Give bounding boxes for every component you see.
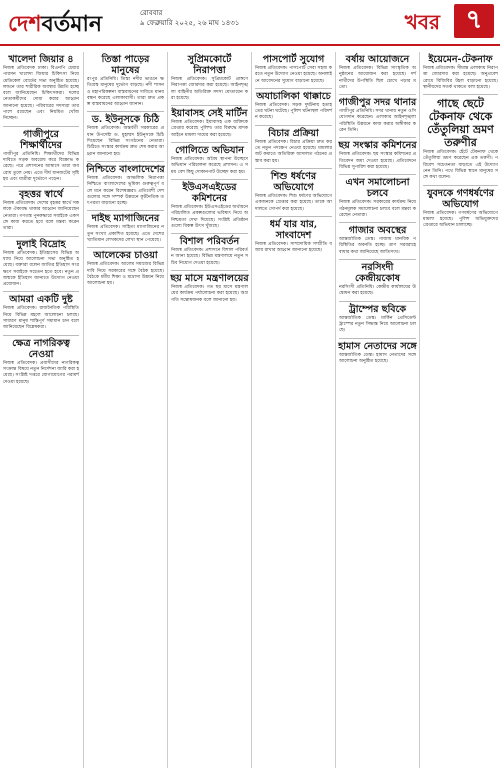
- news-story: [84, 213, 167, 244]
- news-story: [420, 97, 500, 181]
- news-story: [0, 294, 82, 331]
- story-body: নিজস্ব প্রতিবেদক। বিভিন্ন সাংস্কৃতিক অনুষ্ঠানের আয়োজন করা হয়েছে। দর্শনার্থীদের উপস্থিতি ছিল চোখে পড়ার মতো।: [339, 66, 416, 90]
- story-body: নিজস্ব প্রতিবেদক। শিশু ধর্ষণের অভিযোগে একজনকে গ্রেপ্তার করা হয়েছে। তাকে আদালতে সোপর্দ করা হয়েছে।: [255, 193, 332, 212]
- column-4: [251, 52, 335, 768]
- story-divider: [423, 185, 498, 186]
- story-divider: [339, 259, 416, 260]
- story-body: নিজস্ব প্রতিবেদক। অন্তর্বর্তী সরকারের প্রধান উপদেষ্টা ড. মুহাম্মদ ইউনূসকে চিঠি দিয়েছেন বিভিন্ন সংগঠনের নেতারা। চিঠিতে সংস্কার কার্যক্রম দ্রুত শেষ করার আহ্বান জানানো হয়।: [87, 126, 164, 157]
- news-story: [168, 182, 251, 230]
- story-headline[interactable]: গাজীপুর সদর থানার: [338, 97, 417, 109]
- news-story: [252, 91, 335, 122]
- story-body: নিজস্ব প্রতিবেদক। পাসপোর্ট সেবা সহজ করতে নতুন উদ্যোগ নেওয়া হয়েছে। অনলাইনে আবেদনের সুযোগ বাড়ানো হয়েছে।: [255, 66, 332, 84]
- story-divider: [3, 291, 79, 292]
- story-body: আন্তর্জাতিক ডেস্ক। মার্কিন প্রেসিডেন্ট ট্রাম্পের নতুন সিদ্ধান্ত নিয়ে আলোচনা চলছে।: [339, 315, 416, 334]
- story-body: নিজস্ব প্রতিবেদক। ইয়াবাসহ এক ব্যক্তিকে গ্রেপ্তার করেছে পুলিশ। তার বিরুদ্ধে মাদক আইনে মামলা দায়ের করা হয়েছে।: [171, 120, 248, 138]
- story-divider: [339, 94, 416, 95]
- news-story: [336, 341, 419, 366]
- story-headline[interactable]: ধর্ম যার যার, সাংবাদেশ: [269, 218, 318, 241]
- story-headline[interactable]: অযাচালিকা থাক্কাচে: [256, 90, 331, 102]
- news-story: [420, 188, 500, 230]
- story-divider: [3, 236, 79, 237]
- story-divider: [339, 137, 416, 138]
- date-label: ৯ ফেব্রুয়ারি ২০২৫, ২৬ মাঘ ১৪৩১: [140, 19, 240, 27]
- story-headline[interactable]: গোলিতে অভিযান: [175, 145, 244, 157]
- news-story: [336, 97, 419, 134]
- story-body: গাজীপুর প্রতিনিধি। সদর থানায় নতুন ওসি যোগদান করেছেন। এলাকার আইনশৃঙ্খলা পরিস্থিতি উন্নয়নে কাজ করার অঙ্গীকার করেন তিনি।: [339, 109, 416, 134]
- story-divider: [87, 161, 164, 162]
- story-headline[interactable]: গাজীপুরে শিক্ষার্থীদের: [20, 128, 62, 151]
- story-body: নিজস্ব প্রতিবেদক। সীমান্ত এলাকায় নিরাপত্তা জোরদার করা হয়েছে। অনুপ্রবেশ রোধে বিজিবির টহল বাড়ানো হয়েছে। স্থানীয়দের সতর্ক থাকতে বলা হয়েছে।: [423, 66, 498, 90]
- story-headline[interactable]: বিচার প্রক্রিয়া: [268, 127, 319, 139]
- news-story: [252, 54, 335, 85]
- story-body: নিজস্ব প্রতিবেদক। রাজনৈতিক পরিস্থিতি নিয়ে বিভিন্ন মহলে আলোচনা চলছে। সাধারণ মানুষ শান্তিপূর্ণ সমাধান চান বলে জানিয়েছেন বিশ্লেষকরা।: [3, 306, 79, 331]
- news-story: [168, 54, 251, 102]
- story-divider: [3, 335, 79, 336]
- news-story: [336, 140, 419, 171]
- story-headline[interactable]: ইউএসএইডের কমিশনের: [182, 181, 237, 204]
- story-body: নিজস্ব প্রতিবেদক। অবৈধ স্থাপনা উচ্ছেদে অভিযান পরিচালনা করেছে প্রশাসন। এ সময় বেশ কিছু দোকানপাট উচ্ছেদ করা হয়।: [171, 157, 248, 175]
- story-body: নরসিংদী প্রতিনিধি। কেন্দ্রীয় কার্যালয়ের উদ্বোধন করা হয়েছে।: [339, 285, 416, 297]
- masthead: [0, 0, 500, 46]
- story-divider: [255, 216, 332, 217]
- story-divider: [3, 126, 79, 127]
- story-headline[interactable]: দাইছ ম্যাগাজিনের: [91, 213, 160, 225]
- story-headline[interactable]: দুলাই বিদ্রোহ: [16, 238, 66, 250]
- story-divider: [87, 111, 164, 112]
- logo-part1: দেশ: [8, 11, 42, 37]
- story-divider: [339, 338, 416, 339]
- news-story: [84, 54, 167, 108]
- news-story: [84, 164, 167, 207]
- story-headline[interactable]: ইয়েমেন-টেকনাফ: [428, 54, 493, 65]
- section-title: খবর: [404, 10, 440, 34]
- story-headline[interactable]: আমরা একটি দুষ্ট: [9, 294, 73, 306]
- story-body: নিজস্ব প্রতিবেদক। হেঁটে টেকনাফ থেকে তেঁতুলিয়া ভ্রমণ করেছেন এক তরুণী। পরিবেশ সচেতনতা বাড়াতে এই উদ্যোগ নেন তিনি। পথে বিভিন্ন স্থানে মানুষের সঙ্গে কথা বলেন।: [423, 150, 498, 181]
- story-headline[interactable]: ট্রাম্পের ছবিকে: [348, 303, 407, 315]
- column-3: [167, 52, 251, 768]
- column-5: [335, 52, 419, 768]
- story-headline[interactable]: ইয়াবাসহ সেই মার্টিন: [171, 108, 248, 120]
- column-6: [419, 52, 500, 768]
- news-story: [336, 262, 419, 298]
- story-divider: [339, 222, 416, 223]
- story-divider: [255, 125, 332, 126]
- news-story: [420, 54, 500, 91]
- story-body: আন্তর্জাতিক ডেস্ক। হামাস নেতাদের সঙ্গে আলোচনা অনুষ্ঠিত হয়েছে।: [339, 352, 416, 364]
- story-divider: [87, 210, 164, 211]
- story-body: নিজস্ব প্রতিবেদক। আঞ্চলিক নিরাপত্তা নিশ্চিতে বাংলাদেশের ভূমিকা গুরুত্বপূর্ণ বলে মনে করেন বিশেষজ্ঞরা। প্রতিবেশী দেশগুলোর সঙ্গে সম্পর্ক উন্নয়নে কূটনৈতিক তৎপরতা বাড়ানো হচ্ছে।: [87, 175, 164, 207]
- story-body: নিজস্ব প্রতিবেদক। ইতিহাসের বিভিন্ন অধ্যায় নিয়ে আলোচনা সভা অনুষ্ঠিত হয়েছে। বক্তারা বলেন জাতির ইতিহাস সংরক্ষণে সবাইকে সচেতন হতে হবে। নতুন প্রজন্মকে ইতিহাস জানাতে উদ্যোগ নেওয়া প্রয়োজন।: [3, 250, 79, 288]
- story-body: নিজস্ব প্রতিবেদক। সাম্প্রদায়িক সম্প্রীতি বজায় রাখার আহ্বান জানানো হয়েছে।: [255, 241, 332, 254]
- news-story: [84, 250, 167, 287]
- story-divider: [171, 270, 248, 271]
- story-headline[interactable]: ছয় সংস্কার কমিশনের: [338, 140, 417, 152]
- story-body: নিজস্ব প্রতিবেদক। দেশের বৃহত্তর স্বার্থে সকলকে ঐক্যবদ্ধ থাকার আহ্বান জানিয়েছেন নেতারা। গণতন্ত্র পুনরুদ্ধারে সবাইকে একসঙ্গে কাজ করতে হবে বলে মন্তব্য করেন তারা।: [3, 201, 79, 232]
- story-body: নিজস্ব প্রতিবেদক। গত ছয় মাসে মন্ত্রণালয়ের কার্যক্রম পর্যালোচনা করা হয়েছে। অগ্রগতি সন্তোষজনক বলে জানানো হয়।: [171, 285, 248, 303]
- column-2: [83, 52, 167, 768]
- news-story: [0, 54, 82, 123]
- story-headline[interactable]: ছয় মাসে মন্ত্রণালয়ের: [170, 273, 249, 285]
- story-body: আন্তর্জাতিক ডেস্ক। গাজায় মানবিক পরিস্থিতির অবনতি হচ্ছে। ত্রাণ সরবরাহে বাধার কথা জানিয়েছে জাতিসংঘ।: [339, 237, 416, 255]
- story-divider: [171, 105, 248, 106]
- story-headline[interactable]: তিস্তা পাড়ের মানুষের: [101, 54, 150, 76]
- news-story: [0, 129, 82, 183]
- story-headline[interactable]: আলেকের চাওয়া: [93, 250, 158, 262]
- story-divider: [171, 142, 248, 143]
- news-story: [168, 236, 251, 267]
- story-headline[interactable]: শিশু ধর্ষণের অভিযোগে: [270, 170, 317, 193]
- story-divider: [339, 174, 416, 175]
- news-story: [252, 219, 335, 255]
- news-story: [168, 108, 251, 139]
- story-body: নিজস্ব প্রতিবেদক। বিচার প্রক্রিয়া দ্রুত করতে নতুন পদক্ষেপ নেওয়া হয়েছে। মামলার জট কমাতে অতিরিক্ত আদালত গঠনের প্রস্তাব করা হয়।: [255, 139, 332, 164]
- story-headline[interactable]: সুপ্রিমকোর্টে নিরাপত্তা: [187, 54, 232, 76]
- news-story: [0, 239, 82, 289]
- story-body: নিজস্ব প্রতিবেদক। আলেম সমাজের বিভিন্ন দাবি নিয়ে সরকারের সঙ্গে বৈঠক হয়েছে। বৈঠকে ধর্মীয় শিক্ষা ও মাদ্রাসা উন্নয়ন নিয়ে আলোচনা হয়।: [87, 262, 164, 287]
- story-divider: [255, 88, 332, 89]
- column-1: [0, 52, 82, 768]
- story-headline[interactable]: বর্ষায় আয়োজনে: [345, 54, 410, 65]
- news-story: [84, 114, 167, 157]
- day-label: রোববার: [140, 9, 163, 17]
- news-story: [0, 338, 82, 386]
- story-headline[interactable]: বৃহত্তর স্বার্থে: [18, 189, 64, 201]
- story-divider: [255, 168, 332, 169]
- news-story: [168, 273, 251, 304]
- story-body: গাজীপুর প্রতিনিধি। শিক্ষার্থীদের বিভিন্ন দাবিতে সড়ক অবরোধ করে বিক্ষোভ করেছে। পরে প্রশাসনের আশ্বাসে তারা অবরোধ তুলে নেয়। এতে দীর্ঘ যানজটের সৃষ্টি হয় এবং যাত্রীরা দুর্ভোগে পড়েন।: [3, 151, 79, 182]
- newspaper-logo: [8, 7, 102, 37]
- story-body: নিজস্ব প্রতিবেদক। সরকারের কার্যক্রম নিয়ে গঠনমূলক সমালোচনা চলবে বলে মন্তব্য করেছেন নেতারা।: [339, 200, 416, 218]
- page-number: ৭: [454, 4, 494, 38]
- story-divider: [87, 247, 164, 248]
- story-body: নিজস্ব প্রতিবেদক। প্রবাসীদের নাগরিকত্ব সংক্রান্ত বিষয়ে নতুন নির্দেশনা জারি করা হয়েছে। সংশ্লিষ্ট দপ্তরে যোগাযোগের পরামর্শ দেওয়া হয়েছে।: [3, 360, 79, 385]
- news-story: [336, 177, 419, 219]
- story-divider: [171, 179, 248, 180]
- story-headline[interactable]: বিশাল পরিবর্তন: [179, 236, 240, 248]
- story-headline[interactable]: নরসিংদী কেন্দ্রীয়কোষ: [355, 262, 400, 285]
- story-headline[interactable]: ক্ষেত্র নাগরিকত্ব নেওয়া: [12, 337, 70, 360]
- news-story: [336, 225, 419, 256]
- news-story: [336, 54, 419, 91]
- story-divider: [171, 233, 248, 234]
- news-story: [252, 171, 335, 213]
- story-body: নিজস্ব প্রতিবেদক। সাহিত্য ম্যাগাজিনের নতুন সংখ্যা প্রকাশিত হয়েছে। এতে দেশের খ্যাতিমান লেখকদের লেখা স্থান পেয়েছে।: [87, 225, 164, 244]
- story-headline[interactable]: ড. ইউনূসকে চিঠি: [91, 114, 160, 126]
- story-body: নিজস্ব প্রতিবেদক। সুপ্রিমকোর্ট প্রাঙ্গণে নিরাপত্তা জোরদার করা হয়েছে। আইনশৃঙ্খলা বাহিনীর অতিরিক্ত সদস্য মোতায়েন করা হয়েছে।: [171, 77, 248, 101]
- story-headline[interactable]: গাজার অবস্থের: [348, 225, 407, 237]
- story-divider: [339, 301, 416, 302]
- story-body: নিজস্ব প্রতিবেদক ঢাকা। বিএনপি চেয়ারপারসন খালেদা জিয়ার চিকিৎসা নিয়ে মেডিকেল বোর্ডের সভা অনুষ্ঠিত হয়েছে। লন্ডনে তার শারীরিক অবস্থার উন্নতি হচ্ছে বলে জানিয়েছেন চিকিৎসকরা। দলের নেতাকর্মীদের দোয়া করার আহ্বান জানানো হয়েছে। পরিবারের সদস্যরা তার পাশে রয়েছেন এবং নিয়মিত খোঁজ নিচ্ছেন।: [3, 66, 79, 122]
- story-headline[interactable]: যুবদকে গণধর্ষণের অভিযোগ: [427, 187, 494, 210]
- news-story: [252, 128, 335, 165]
- story-body: নিজস্ব প্রতিবেদক। ছয় সংস্কার কমিশনের প্রতিবেদন জমা দেওয়া হয়েছে। প্রতিবেদনে বিভিন্ন সুপারিশ করা হয়েছে।: [339, 152, 416, 170]
- news-story: [0, 189, 82, 232]
- story-body: নিজস্ব প্রতিবেদক। সড়ক দুর্ঘটনায় হতাহতের ঘটনা ঘটেছে। পুলিশ ঘটনাস্থল পরিদর্শন করেছে।: [255, 102, 332, 121]
- story-divider: [3, 186, 79, 187]
- story-divider: [423, 94, 498, 95]
- story-headline[interactable]: খালেদা জিয়ার ৪: [8, 54, 74, 65]
- news-story: [336, 304, 419, 335]
- story-headline[interactable]: পাসপোর্ট সুযোগ: [262, 54, 325, 65]
- story-body: নিজস্ব প্রতিবেদক। প্রশাসনে বিশাল পরিবর্তন আনা হয়েছে। বিভিন্ন মন্ত্রণালয়ে নতুন সচিব নিয়োগ দেওয়া হয়েছে।: [171, 248, 248, 266]
- story-body: রংপুর প্রতিনিধি। তিস্তা নদীর ভাঙনে ক্ষতিগ্রস্ত মানুষের দুর্ভোগ বাড়ছে। নদী শাসন ও মহাপরিকল্পনা বাস্তবায়নের দাবিতে মানববন্ধন করেছে এলাকাবাসী। তারা দ্রুত প্রকল্প বাস্তবায়নের আহ্বান জানান।: [87, 77, 164, 108]
- story-headline[interactable]: নিশ্চিতে বাংলাদেশের: [86, 163, 165, 175]
- dateline: [140, 8, 260, 28]
- story-body: নিজস্ব প্রতিবেদক। গণধর্ষণের অভিযোগে মামলা হয়েছে। পুলিশ অভিযুক্তদের গ্রেপ্তারে অভিযান চালাচ্ছে।: [423, 210, 498, 229]
- story-headline[interactable]: এখন সমালোচনা চলবে: [345, 177, 410, 200]
- story-headline[interactable]: গাছে ছেটে টেকনাফ থেকে তেঁতুলিয়া ভ্রমণ তরুণীর: [427, 97, 494, 150]
- logo-part2: বর্তমান: [41, 11, 102, 37]
- news-story: [168, 145, 251, 176]
- story-body: নিজস্ব প্রতিবেদক। ইউএসএইডের অর্থায়নে পরিচালিত প্রকল্পগুলোর ভবিষ্যৎ নিয়ে অনিশ্চয়তা দেখা দিয়েছে। সংশ্লিষ্ট প্রতিষ্ঠানগুলো বিকল্প উৎস খুঁজছে।: [171, 204, 248, 229]
- story-headline[interactable]: হামাস নেতাদের সঙ্গে: [338, 340, 417, 352]
